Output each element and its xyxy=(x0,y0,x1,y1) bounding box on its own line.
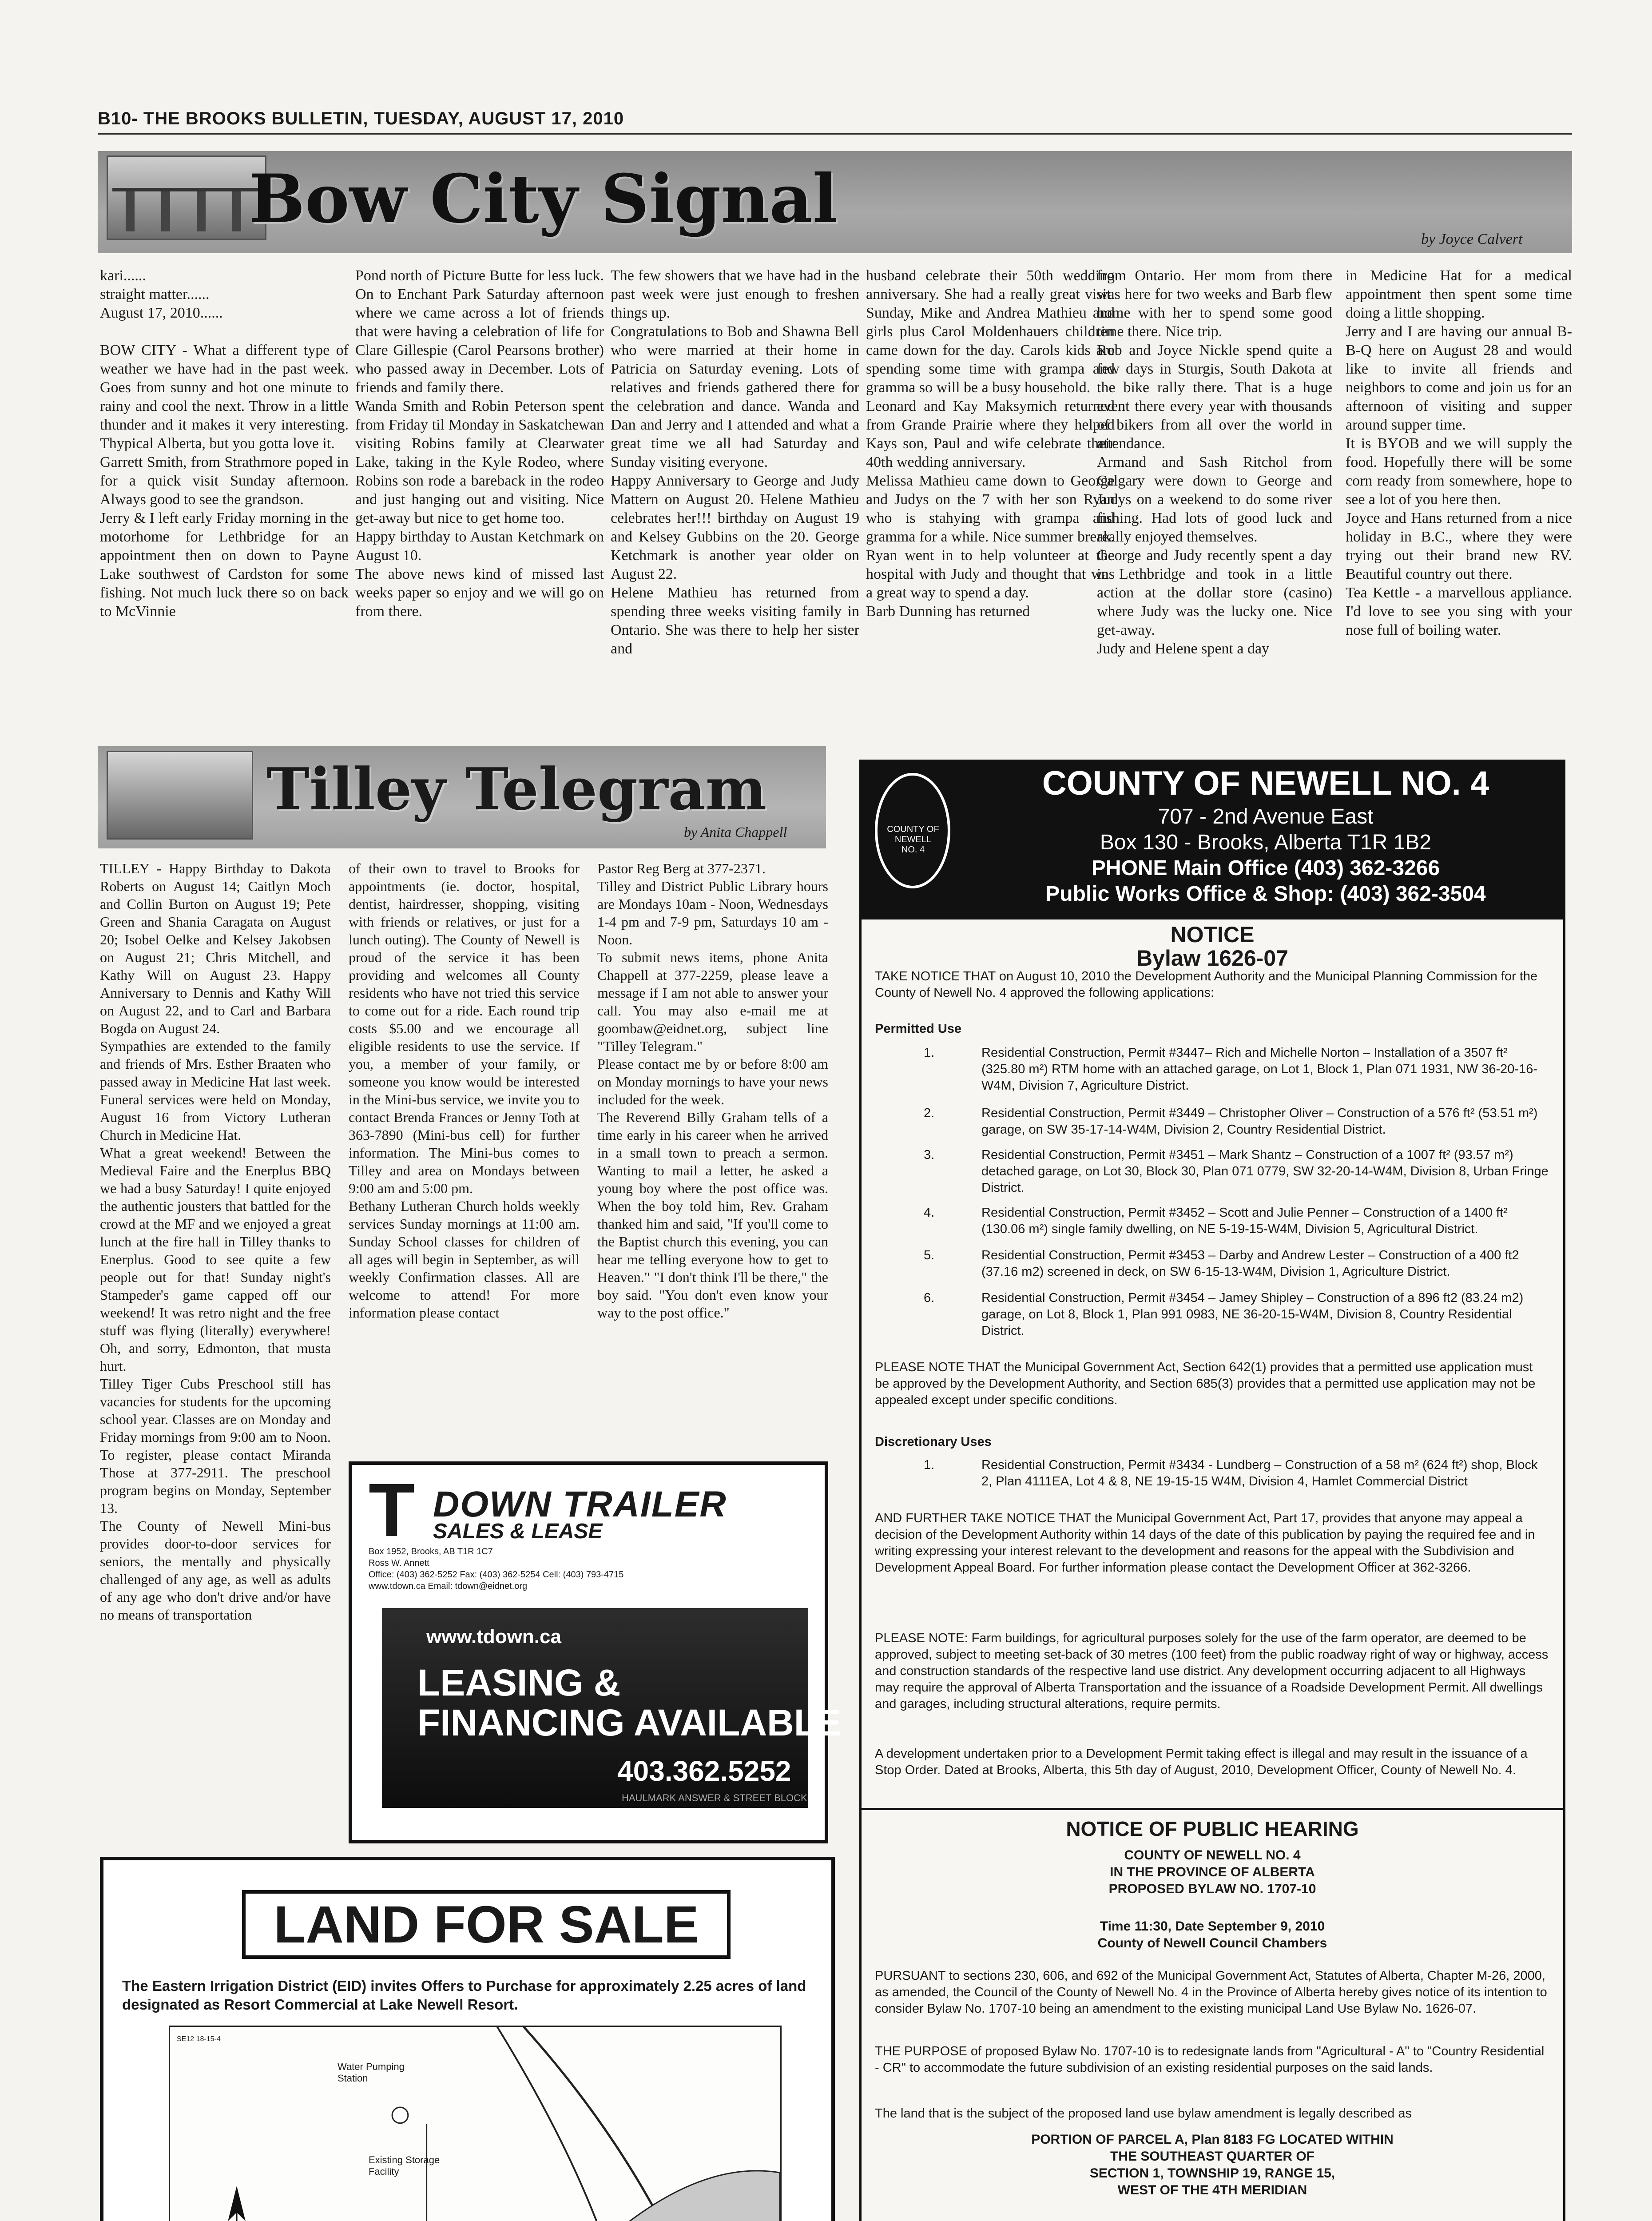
permit-item: Residential Construction, Permit #3453 – Darby and Andrew Lester – Construction of a 400 ft2 (37.16 m2) screened in deck, on SW 6-15-13-W4M, Division 1, Agriculture District. xyxy=(981,1248,1519,1279)
tdown-bottom-text: HAULMARK ANSWER & STREET BLOCK xyxy=(622,1792,807,1803)
notice-divider xyxy=(859,1808,1565,1810)
notice-bylaw: Bylaw 1626-07 xyxy=(1136,946,1288,971)
permit-item: Residential Construction, Permit #3454 – Jamey Shipley – Construction of a 896 ft2 (83.24 m2) garage, on Lot 8, Block 1, Plan 991 0983, NE 36-20-15-W4M, Division 8, Country Residential District. xyxy=(981,1291,1524,1338)
land-site-map xyxy=(169,2026,782,2221)
permit-item: Residential Construction, Permit #3447– Rich and Michelle Norton – Installation of a 3507 ft² (325.80 m²) RTM home with an attached garage, on Lot 1, Block 1, Plan 071 1931, NW 36-20-16-W4M, Division 7, Agriculture District. xyxy=(981,1046,1537,1093)
land-for-sale-title: LAND FOR SALE xyxy=(242,1890,731,1959)
permit-item: Residential Construction, Permit #3451 – Mark Shantz – Construction of a 1007 ft² (93.57 m²) detached garage, on Lot 30, Block 30, Plan 071 0779, SW 32-20-14-W4M, Division 8, Urban Fringe District. xyxy=(981,1148,1549,1195)
tdown-address: Box 1952, Brooks, AB T1R 1C7 Ross W. Annett Office: (403) 362-5252 Fax: (403) 362-5254 Cell: (403) 793-4715 www.tdown.ca Email: tdown@eidnet.org xyxy=(369,1547,624,1591)
bridge-photo xyxy=(107,155,266,240)
land-subject-text: The land that is the subject of the proposed land use bylaw amendment is legally described as xyxy=(875,2106,1412,2121)
permit-number: 2. xyxy=(924,1106,935,1120)
permit-number: 5. xyxy=(924,1248,935,1262)
purpose-text: THE PURPOSE of proposed Bylaw No. 1707-10 is to redesignate lands from "Agricultural - A" to "Country Residential - CR" to accommodate the future subdivision of an existing residential purposes on the said lands. xyxy=(875,2044,1545,2075)
hearing-province: IN THE PROVINCE OF ALBERTA xyxy=(1110,1865,1315,1879)
county-logo-icon: COUNTY OF NEWELL NO. 4 xyxy=(875,773,950,888)
tdown-subtitle: SALES & LEASE xyxy=(433,1520,603,1543)
county-address-2: Box 130 - Brooks, Alberta T1R 1B2 xyxy=(1100,831,1432,854)
county-phone-main: PHONE Main Office (403) 362-3266 xyxy=(1091,856,1440,880)
tdown-title: DOWN TRAILER xyxy=(433,1484,727,1524)
county-name: COUNTY OF NEWELL NO. 4 xyxy=(1042,764,1489,802)
page-masthead: B10- THE BROOKS BULLETIN, TUESDAY, AUGUST 17, 2010 xyxy=(98,109,624,128)
discretionary-item: Residential Construction, Permit #3434 - Lundberg – Construction of a 58 m² (624 ft²) shop, Block 2, Plan 4111EA, Lot 4 & 8, NE 19-15-15 W4M, Division 4, Hamlet Commercial District xyxy=(981,1458,1538,1489)
permit-number: 6. xyxy=(924,1291,935,1305)
permit-number: 3. xyxy=(924,1148,935,1162)
hearing-county: COUNTY OF NEWELL NO. 4 xyxy=(1124,1848,1301,1863)
bow-column-2: Pond north of Picture Butte for less luck. On to Enchant Park Saturday afternoon where we came across a lot of friends that were having a celebration of life for Clare Gillespie (Carol Pearsons brother) who passed away in December. Lots of friends and family there. Wanda Smith and Robin Peterson spent from Friday til Monday in Saskatchewan visiting Robins family at Clearwater Lake, taking in the Kyle Rodeo, where Robins son rode a bareback in the rodeo and just hanging out and visiting. Nice get-away but nice to get home too. Happy birthday to Austan Ketchmark on August 10. The above news kind of missed last weeks paper so enjoy and we will go on from there. xyxy=(355,267,604,620)
bow-column-3: The few showers that we have had in the past week were just enough to freshen things up. Congratulations to Bob and Shawna Bell who were married at their home in Patricia on Saturday evening. Lots of relatives and friends gathered there for the celebration and dance. Wanda and Dan and Jerry and I attended and what a great time we all had Saturday and Sunday visiting everyone. Happy Anniversary to George and Judy Mattern on August 20. Helene Mathieu celebrates her!!! birthday on August 19 and Kelsey Gubbins on the 20. George Ketchmark is another year older on August 22. Helene Mathieu has returned from spending three weeks visiting family in Ontario. She was there to help her sister and xyxy=(611,267,859,657)
tdown-financing: FINANCING AVAILABLE xyxy=(417,1702,842,1743)
please-note: PLEASE NOTE THAT the Municipal Government Act, Section 642(1) provides that a permitted use application must be approved by the Development Authority, and Section 685(3) provides that a permitted use application may not be appealed except under specific conditions. xyxy=(875,1360,1536,1407)
bow-city-byline: by Joyce Calvert xyxy=(1421,231,1523,247)
bow-column-6: in Medicine Hat for a medical appointment then spent some time doing a little shopping. Jerry and I are having our annual B-B-Q here on August 28 and would like to invite all friends and neighbors to come and join us for an afternoon of visiting and supper around supper time. It is BYOB and we will supply the food. Hopefully there will be some corn ready from somewhere, hope to see a lot of you here then. Joyce and Hans returned from a nice holiday in B.C., where they were trying out their brand new RV. Beautiful country out there. Tea Kettle - a marvellous appliance. I'd love to see you sing with your nose full of boiling water. xyxy=(1346,267,1572,638)
legal-description-1: PORTION OF PARCEL A, Plan 8183 FG LOCATED WITHIN xyxy=(1031,2132,1394,2147)
pursuant-text: PURSUANT to sections 230, 606, and 692 of the Municipal Government Act, Statutes of Alberta, Chapter M-26, 2000, as amended, the Council of the County of Newell No. 4 in the Province of Alberta hereby gives notice of its intention to consider Bylaw No. 1707-10 being an amendment to the existing municipal Land Use Bylaw No. 1626-07. xyxy=(875,1969,1547,2016)
bow-city-title: Bow City Signal xyxy=(249,160,838,238)
map-storage-label: Existing Storage Facility xyxy=(369,2154,440,2177)
legal-description-4: WEST OF THE 4TH MERIDIAN xyxy=(1117,2183,1307,2197)
tdown-phone: 403.362.5252 xyxy=(617,1755,791,1787)
bow-column-4: husband celebrate their 50th wedding anniversary. She had a really great visit. Sunday, Mike and Andrea Mathieu and girls plus Carol Moldenhauers children came down for the day. Carols kids are spending some time with grampa and gramma so will be a busy household. Leonard and Kay Maksymich returned from Grande Prairie where they helped Kays son, Paul and wife celebrate their 40th wedding anniversary. Melissa Mathieu came down to George and Judys on the 7 with her son Ryan who is stahying with grampa and gramma for a while. Nice summer break. Ryan went in to help volunteer at the hospital with Judy and thought that was a great way to spend a day. Barb Dunning has returned xyxy=(866,267,1115,620)
map-corner-label: SE12 18-15-4 xyxy=(177,2035,221,2043)
masthead-rule xyxy=(98,133,1572,135)
stop-order-note: A development undertaken prior to a Development Permit taking effect is illegal and may result in the issuance of a Stop Order. Dated at Brooks, Alberta, this 5th day of August, 2010, Development Officer, County of Newell No. 4. xyxy=(875,1747,1528,1777)
bow-column-1: kari...... straight matter...... August 17, 2010...... BOW CITY - What a different type of weather we have had in the past week. Goes from sunny and hot one minute to rainy and cool the next. Throw in a little thunder and it makes it very interesting. Thypical Alberta, but you gotta love it. Garrett Smith, from Strathmore poped in for a quick visit Sunday afternoon. Always good to see the grandson. Jerry & I left early Friday morning in the motorhome for Lethbridge for an appointment then on down to Payne Lake southwest of Cardston for some fishing. Not much luck there so on back to McVinnie xyxy=(100,267,349,620)
discretionary-label: Discretionary Uses xyxy=(875,1435,992,1449)
hearing-bylaw: PROPOSED BYLAW NO. 1707-10 xyxy=(1108,1882,1316,1896)
tilley-column-3: Pastor Reg Berg at 377-2371. Tilley and District Public Library hours are Mondays 10am - Noon, Wednesdays 1-4 pm and 7-9 pm, Saturdays 10 am - Noon. To submit news items, phone Anita Chappell at 377-2259, please leave a message if I am not able to answer your call. You may also e-mail me at goombaw@eidnet.org, subject line "Tilley Telegram." Please contact me by or before 8:00 am on Monday mornings to have your news included for the week. The Reverend Billy Graham tells of a time early in his career when he arrived in a small town to preach a sermon. Wanting to mail a letter, he asked a young boy where the post office was. When the boy told him, Rev. Graham thanked him and said, "If you'll come to the Baptist church this evening, you can hear me telling everyone how to get to Heaven." "I don't think I'll be there," the boy said. "You don't even know your way to the post office." xyxy=(597,860,828,1321)
tilley-column-2: of their own to travel to Brooks for appointments (ie. doctor, hospital, dentist, hairdresser, shopping, visiting with friends or relatives, or just for a lunch outing). The County of Newell is proud of the service it has been providing and welcomes all County residents who have not tried this service to come out for a ride. Each round trip costs $5.00 and we encourage all eligible residents to use the service. If you, a member of your family, or someone you know would be interested in the Mini-bus service, we invite you to contact Brenda Frances or Jenny Toth at 363-7890 (Mini-bus cell) for further information. The Mini-bus comes to Tilley and area on Mondays between 9:00 am and 5:00 pm. Bethany Lutheran Church holds weekly services Sunday mornings at 11:00 am. Sunday School classes for children of all ages will begin in September, as will weekly Confirmation classes. All are welcome to attend! For more information please contact xyxy=(349,860,580,1321)
tdown-logo: T xyxy=(369,1468,415,1552)
permit-number: 1. xyxy=(924,1046,935,1060)
county-phone-works: Public Works Office & Shop: (403) 362-3504 xyxy=(1045,882,1486,906)
farm-buildings-note: PLEASE NOTE: Farm buildings, for agricultural purposes solely for the use of the farm operator, are deemed to be approved, subject to meeting set-back of 30 metres (100 feet) from the public roadway right of way or highway, access and construction standards of the respective land use district. Any development occurring adjacent to all Highways may require the approval of Alberta Transportation and the issuance of a Roadside Development Permit. All dwellings and garages, including structural alterations, require permits. xyxy=(875,1631,1549,1711)
hearing-time: Time 11:30, Date September 9, 2010 xyxy=(1100,1919,1325,1934)
legal-description-2: THE SOUTHEAST QUARTER OF xyxy=(1110,2149,1314,2164)
tilley-photo xyxy=(107,751,253,840)
tilley-column-1: TILLEY - Happy Birthday to Dakota Roberts on August 14; Caitlyn Moch and Collin Burton on August 19; Pete Green and Shania Caragata on August 20; Isobel Oelke and Kelsey Jakobsen on August 21; Chris Mitchell, and Kathy Will on August 23. Happy Anniversary to Dennis and Kathy Will on August 22, and to Carl and Barbara Bogda on August 24. Sympathies are extended to the family and friends of Mrs. Esther Braaten who passed away in Medicine Hat last week. Funeral services were held on Monday, August 16 from Victory Lutheran Church in Medicine Hat. What a great weekend! Between the Medieval Faire and the Enerplus BBQ we had a busy Saturday! I quite enjoyed the authentic jousters that battled for the crowd at the MF and we enjoyed a great lunch at the fire hall in Tilley thanks to Enerplus. Good to see quite a few people out for that! Sunday night's Stampeder's game capped off our weekend! It was retro night and the free stuff was flying (literally) everywhere! Oh, and sorry, Edmonton, that musta hurt. Tilley Tiger Cubs Preschool still has vacancies for students for the upcoming school year. Classes are on Monday and Friday mornings from 9:00 am to Noon. To register, please contact Miranda Those at 377-2911. The preschool program begins on Monday, September 13. The County of Newell Mini-bus provides door-to-door services for seniors, the mentally and physically challenged of any age, as well as adults of any age who don't drive and/or have no means of transportation xyxy=(100,860,331,1623)
notice-title: NOTICE xyxy=(1170,922,1255,947)
permit-item: Residential Construction, Permit #3452 – Scott and Julie Penner – Construction of a 1400 ft² (130.06 m²) single family dwelling, on NE 5-19-15-W4M, Division 5, Agricultural District. xyxy=(981,1206,1508,1236)
permit-number: 4. xyxy=(924,1206,935,1220)
legal-description-3: SECTION 1, TOWNSHIP 19, RANGE 15, xyxy=(1089,2166,1335,2181)
permit-item: Residential Construction, Permit #3449 – Christopher Oliver – Construction of a 576 ft² (53.51 m²) garage, on SW 35-17-14-W4M, Division 2, Country Residential District. xyxy=(981,1106,1538,1137)
tilley-byline: by Anita Chappell xyxy=(684,824,787,840)
tdown-website: www.tdown.ca xyxy=(426,1626,561,1648)
tdown-leasing: LEASING & xyxy=(417,1662,621,1704)
appeal-notice: AND FURTHER TAKE NOTICE THAT the Municipal Government Act, Part 17, provides that anyone may appeal a decision of the Development Authority within 14 days of the date of this publication by paying the required fee and in writing expressing your interest relevant to the development and reasons for the appeal with the Subdivision and Development Appeal Board. For further information please contact the Development Officer at 362-3266. xyxy=(875,1511,1535,1575)
bow-column-5: from Ontario. Her mom from there was here for two weeks and Barb flew home with her to spend some good time there. Nice trip. Rob and Joyce Nickle spend quite a few days in Sturgis, South Dakota at the bike rally there. That is a huge event there every year with thousands of bikers from all over the world in attendance. Armand and Sash Ritchol from Calgary were down to George and Judys on a weekend to do some river fishing. Had lots of good luck and really enjoyed themselves. George and Judy recently spent a day in Lethbridge and took in a little action at the dollar store (casino) where Judy was the lucky one. Nice get-away. Judy and Helene spent a day xyxy=(1097,267,1332,657)
notice-intro: TAKE NOTICE THAT on August 10, 2010 the Development Authority and the Municipal Planning Commission for the County of Newell No. 4 approved the following applications: xyxy=(875,969,1538,1000)
map-water-label: Water Pumping Station xyxy=(338,2061,405,2084)
hearing-title: NOTICE OF PUBLIC HEARING xyxy=(1066,1817,1359,1840)
hearing-place: County of Newell Council Chambers xyxy=(1097,1936,1327,1950)
county-address-1: 707 - 2nd Avenue East xyxy=(1158,805,1374,828)
permitted-use-label: Permitted Use xyxy=(875,1022,962,1036)
tilley-title: Tilley Telegram xyxy=(266,755,767,823)
land-intro: The Eastern Irrigation District (EID) invites Offers to Purchase for approximately 2.25 acres of land designated as Resort Commercial at Lake Newell Resort. xyxy=(122,1978,806,2013)
